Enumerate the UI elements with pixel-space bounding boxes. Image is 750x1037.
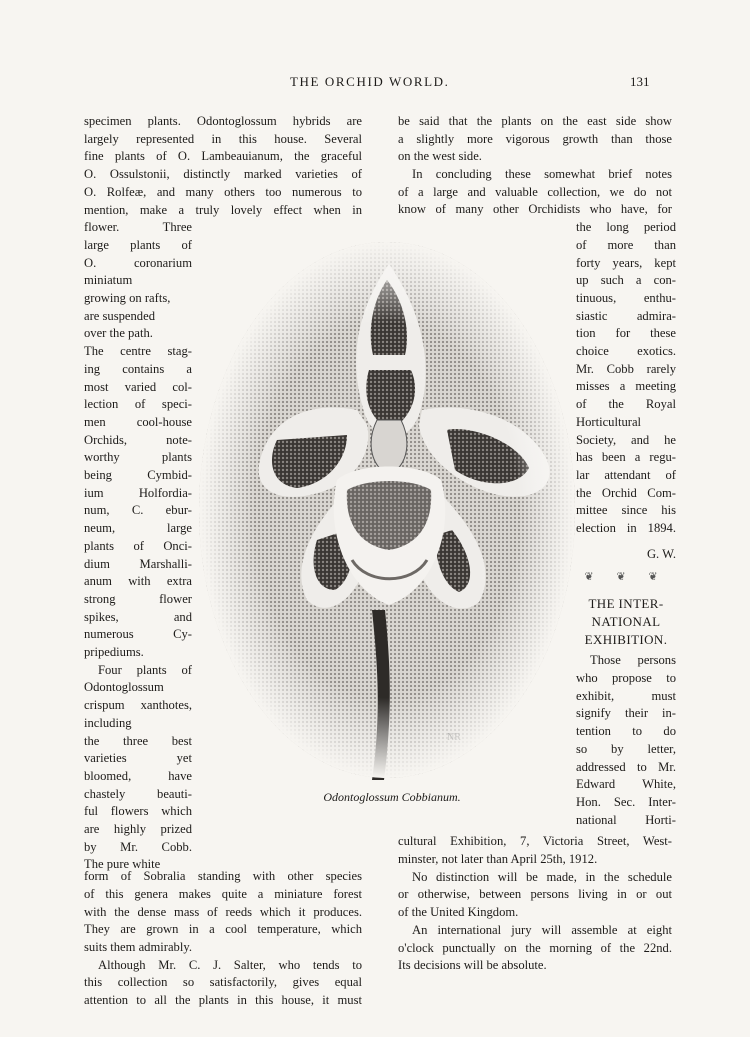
- figure-caption: Odontoglossum Cobbianum.: [323, 790, 461, 804]
- page-number: 131: [630, 74, 650, 89]
- right-column-line: lar attendant of: [576, 468, 676, 482]
- left-column-line: this collection so satisfactorily, gives equal: [84, 975, 362, 989]
- right-column-line: Horticultural: [576, 415, 642, 429]
- right-column-line: Its decisions will be absolute.: [398, 958, 547, 972]
- right-column-line: mittee since his: [576, 503, 676, 517]
- left-column-line: the three best: [84, 734, 192, 748]
- left-column-line: men cool-house: [84, 415, 192, 429]
- ornament-divider: ❦ ❦ ❦: [584, 571, 668, 583]
- left-column-line: They are grown in a cool temperature, which: [84, 922, 362, 936]
- left-column-line: plants of Onci-: [84, 539, 192, 553]
- right-column-line: signify their in-: [576, 706, 676, 720]
- left-column-line: Odontoglossum: [84, 680, 164, 694]
- right-column-line: choice exotics.: [576, 344, 676, 358]
- right-column-line: o'clock punctually on the morning of the 22nd.: [398, 941, 672, 955]
- left-column-line: specimen plants. Odontoglossum hybrids are: [84, 114, 362, 128]
- left-column-line: by Mr. Cobb.: [84, 840, 192, 854]
- left-column-line: growing on rafts,: [84, 291, 171, 305]
- orchid-photograph: [197, 240, 577, 785]
- left-column-line: being Cymbid-: [84, 468, 192, 482]
- left-column-line: Four plants of: [98, 663, 192, 677]
- left-column-line: are highly prized: [84, 822, 192, 836]
- left-column-line: large plants of: [84, 238, 192, 252]
- right-column-line: Society, and he: [576, 433, 676, 447]
- right-column-line: the Orchid Com-: [576, 486, 676, 500]
- right-column-line: up such a con-: [576, 273, 676, 287]
- right-column-line: election in 1894.: [576, 521, 676, 535]
- left-column-line: flower. Three: [84, 220, 192, 234]
- right-column-line: An international jury will assemble at eight: [412, 923, 672, 937]
- right-column-line: exhibit, must: [576, 689, 676, 703]
- right-column-line: on the west side.: [398, 149, 482, 163]
- right-column-line: No distinction will be made, in the schedule: [412, 870, 672, 884]
- left-column-line: ium Holfordia-: [84, 486, 192, 500]
- left-column-line: varieties yet: [84, 751, 192, 765]
- right-column-line: Mr. Cobb rarely: [576, 362, 676, 376]
- right-column-line: cultural Exhibition, 7, Victoria Street, West-: [398, 834, 672, 848]
- left-column-line: bloomed, have: [84, 769, 192, 783]
- right-column-line: Those persons: [590, 653, 676, 667]
- left-column-line: O. coronarium: [84, 256, 192, 270]
- section-heading-line: NATIONAL: [591, 614, 661, 629]
- right-column-line: Hon. Sec. Inter-: [576, 795, 676, 809]
- left-column-line: dium Marshalli-: [84, 557, 192, 571]
- left-column-line: Orchids, note-: [84, 433, 192, 447]
- right-column-line: national Horti-: [576, 813, 676, 827]
- right-column-line: of a large and valuable collection, we do not: [398, 185, 672, 199]
- left-column-line: including: [84, 716, 132, 730]
- right-column-line: the long period: [576, 220, 676, 234]
- right-column-line: siastic admira-: [576, 309, 676, 323]
- right-column-line: addressed to Mr.: [576, 760, 676, 774]
- left-column-line: strong flower: [84, 592, 192, 606]
- running-title: THE ORCHID WORLD.: [290, 74, 450, 89]
- left-column-line: of this genera makes quite a miniature forest: [84, 887, 362, 901]
- left-column-line: num, C. ebur-: [84, 503, 192, 517]
- left-column-line: anum with extra: [84, 574, 192, 588]
- section-heading-line: EXHIBITION.: [584, 632, 668, 647]
- left-column-line: largely represented in this house. Several: [84, 132, 362, 146]
- right-column-line: of more than: [576, 238, 676, 252]
- right-column-line: of the Royal: [576, 397, 676, 411]
- left-column-line: numerous Cy-: [84, 627, 192, 641]
- running-head: [0, 74, 750, 94]
- left-column-line: mention, make a truly lovely effect when in: [84, 203, 362, 217]
- left-column-line: The centre stag-: [84, 344, 192, 358]
- left-column-line: crispum xanthotes,: [84, 698, 192, 712]
- right-column-line: so by letter,: [576, 742, 676, 756]
- left-column-line: lection of speci-: [84, 397, 192, 411]
- right-column-line: a slightly more vigorous growth than those: [398, 132, 672, 146]
- right-column-line: who propose to: [576, 671, 676, 685]
- right-column-line: tinuous, enthu-: [576, 291, 676, 305]
- left-column-line: O. Ossulstonii, distinctly marked varieties of: [84, 167, 362, 181]
- right-column-line: In concluding these somewhat brief notes: [412, 167, 672, 181]
- left-column-line: are suspended: [84, 309, 155, 323]
- left-column-line: miniatum: [84, 273, 133, 287]
- left-column-line: neum, large: [84, 521, 192, 535]
- left-column-line: Although Mr. C. J. Salter, who tends to: [98, 958, 362, 972]
- right-column-line: know of many other Orchidists who have, for: [398, 202, 672, 216]
- right-column-line: Edward White,: [576, 777, 676, 791]
- left-column-line: over the path.: [84, 326, 153, 340]
- left-column-line: form of Sobralia standing with other species: [84, 869, 362, 883]
- left-column-line: O. Rolfeæ, and many others too numerous to: [84, 185, 362, 199]
- left-column-line: ing contains a: [84, 362, 192, 376]
- right-column-line: or otherwise, between persons living in or out: [398, 887, 672, 901]
- right-column-line: tention to do: [576, 724, 676, 738]
- right-column-line: misses a meeting: [576, 379, 676, 393]
- left-column-line: with the dense mass of reeds which it produces.: [84, 905, 362, 919]
- left-column-line: spikes, and: [84, 610, 192, 624]
- left-column-line: ful flowers which: [84, 804, 192, 818]
- right-column-line: minster, not later than April 25th, 1912.: [398, 852, 598, 866]
- author-signature: G. W.: [646, 547, 676, 561]
- right-column-line: of the United Kingdom.: [398, 905, 519, 919]
- left-column-line: worthy plants: [84, 450, 192, 464]
- left-column-line: fine plants of O. Lambeauianum, the graceful: [84, 149, 362, 163]
- section-heading-line: THE INTER-: [588, 596, 664, 611]
- left-column-line: most varied col-: [84, 380, 192, 394]
- left-column-line: suits them admirably.: [84, 940, 192, 954]
- left-column-line: chastely beauti-: [84, 787, 192, 801]
- right-column-line: has been a regu-: [576, 450, 676, 464]
- left-column-line: attention to all the plants in this house, it must: [84, 993, 362, 1007]
- right-column-line: forty years, kept: [576, 256, 676, 270]
- left-column-line: The pure white: [84, 857, 161, 871]
- right-column-line: tion for these: [576, 326, 676, 340]
- left-column-line: pripediums.: [84, 645, 144, 659]
- right-column-line: be said that the plants on the east side show: [398, 114, 672, 128]
